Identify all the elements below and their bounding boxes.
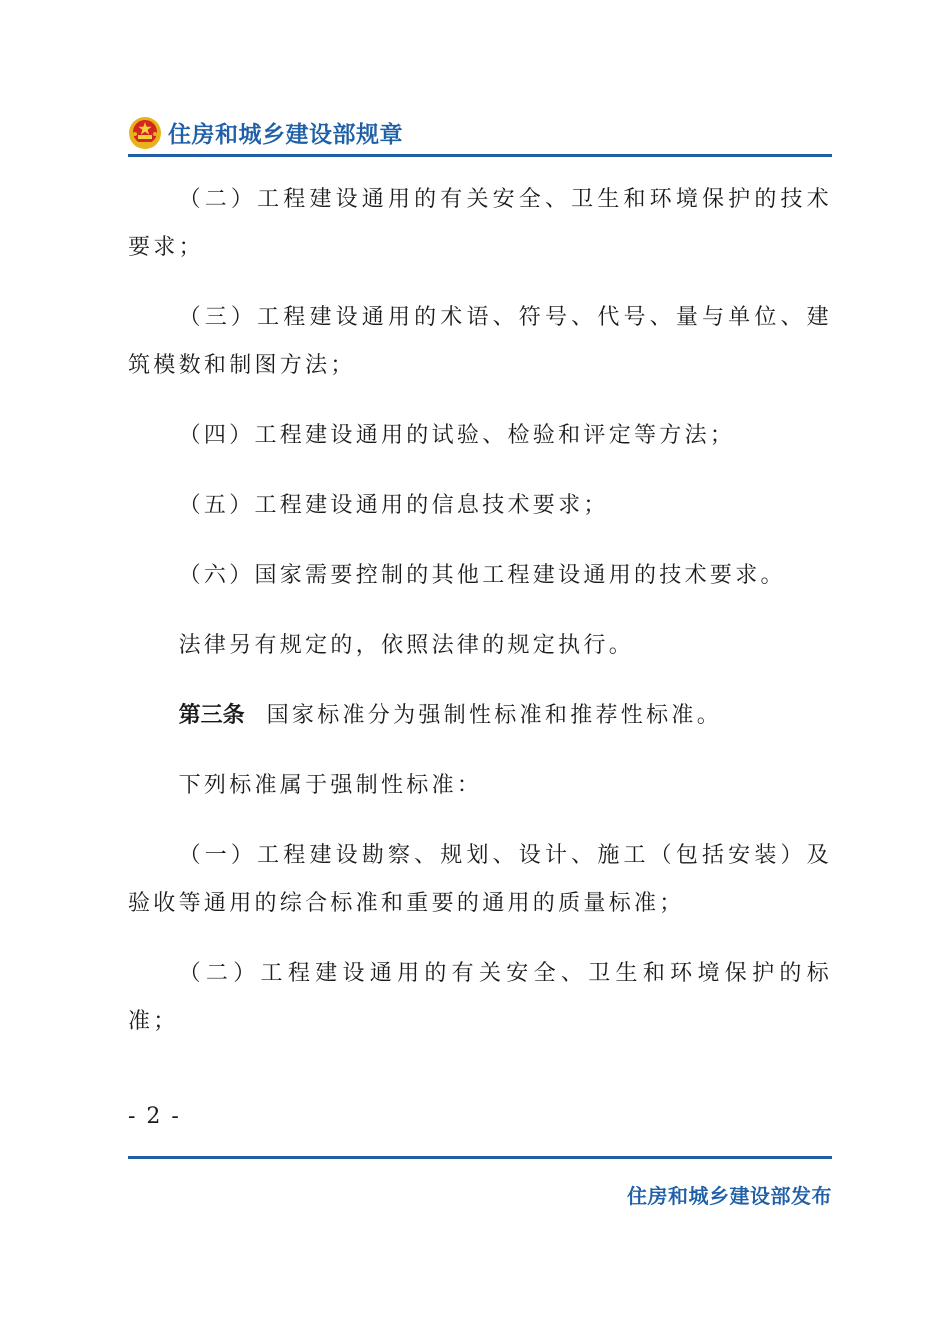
footer-publisher: 住房和城乡建设部发布 <box>627 1184 832 1208</box>
article-3-label: 第三条 <box>178 703 245 728</box>
page-number: - 2 - <box>128 1104 181 1129</box>
national-emblem-icon <box>128 116 162 150</box>
clause-5-item: （五）工程建设通用的信息技术要求； <box>178 493 609 518</box>
law-exception-paragraph: 法律另有规定的，依照法律的规定执行。 <box>178 633 634 658</box>
page-header <box>128 112 832 158</box>
document-body <box>128 176 832 1068</box>
mandatory-item-2: （二）工程建设通用的有关安全、卫生和环境保护的标准； <box>128 961 832 1034</box>
clause-3-item: （三）工程建设通用的术语、符号、代号、量与单位、建筑模数和制图方法； <box>128 305 832 378</box>
mandatory-list-intro: 下列标准属于强制性标准： <box>178 773 483 798</box>
header-divider <box>128 154 832 157</box>
header-title: 住房和城乡建设部规章 <box>168 122 403 148</box>
article-3-text: 国家标准分为强制性标准和推荐性标准。 <box>266 703 723 728</box>
clause-6-item: （六）国家需要控制的其他工程建设通用的技术要求。 <box>178 563 786 588</box>
mandatory-item-1: （一）工程建设勘察、规划、设计、施工（包括安装）及验收等通用的综合标准和重要的通用的质量标准； <box>128 843 832 916</box>
clause-2-item: （二）工程建设通用的有关安全、卫生和环境保护的技术要求； <box>128 187 832 260</box>
footer-divider <box>128 1156 832 1159</box>
article-3-paragraph <box>128 692 832 740</box>
clause-4-item: （四）工程建设通用的试验、检验和评定等方法； <box>178 423 736 448</box>
